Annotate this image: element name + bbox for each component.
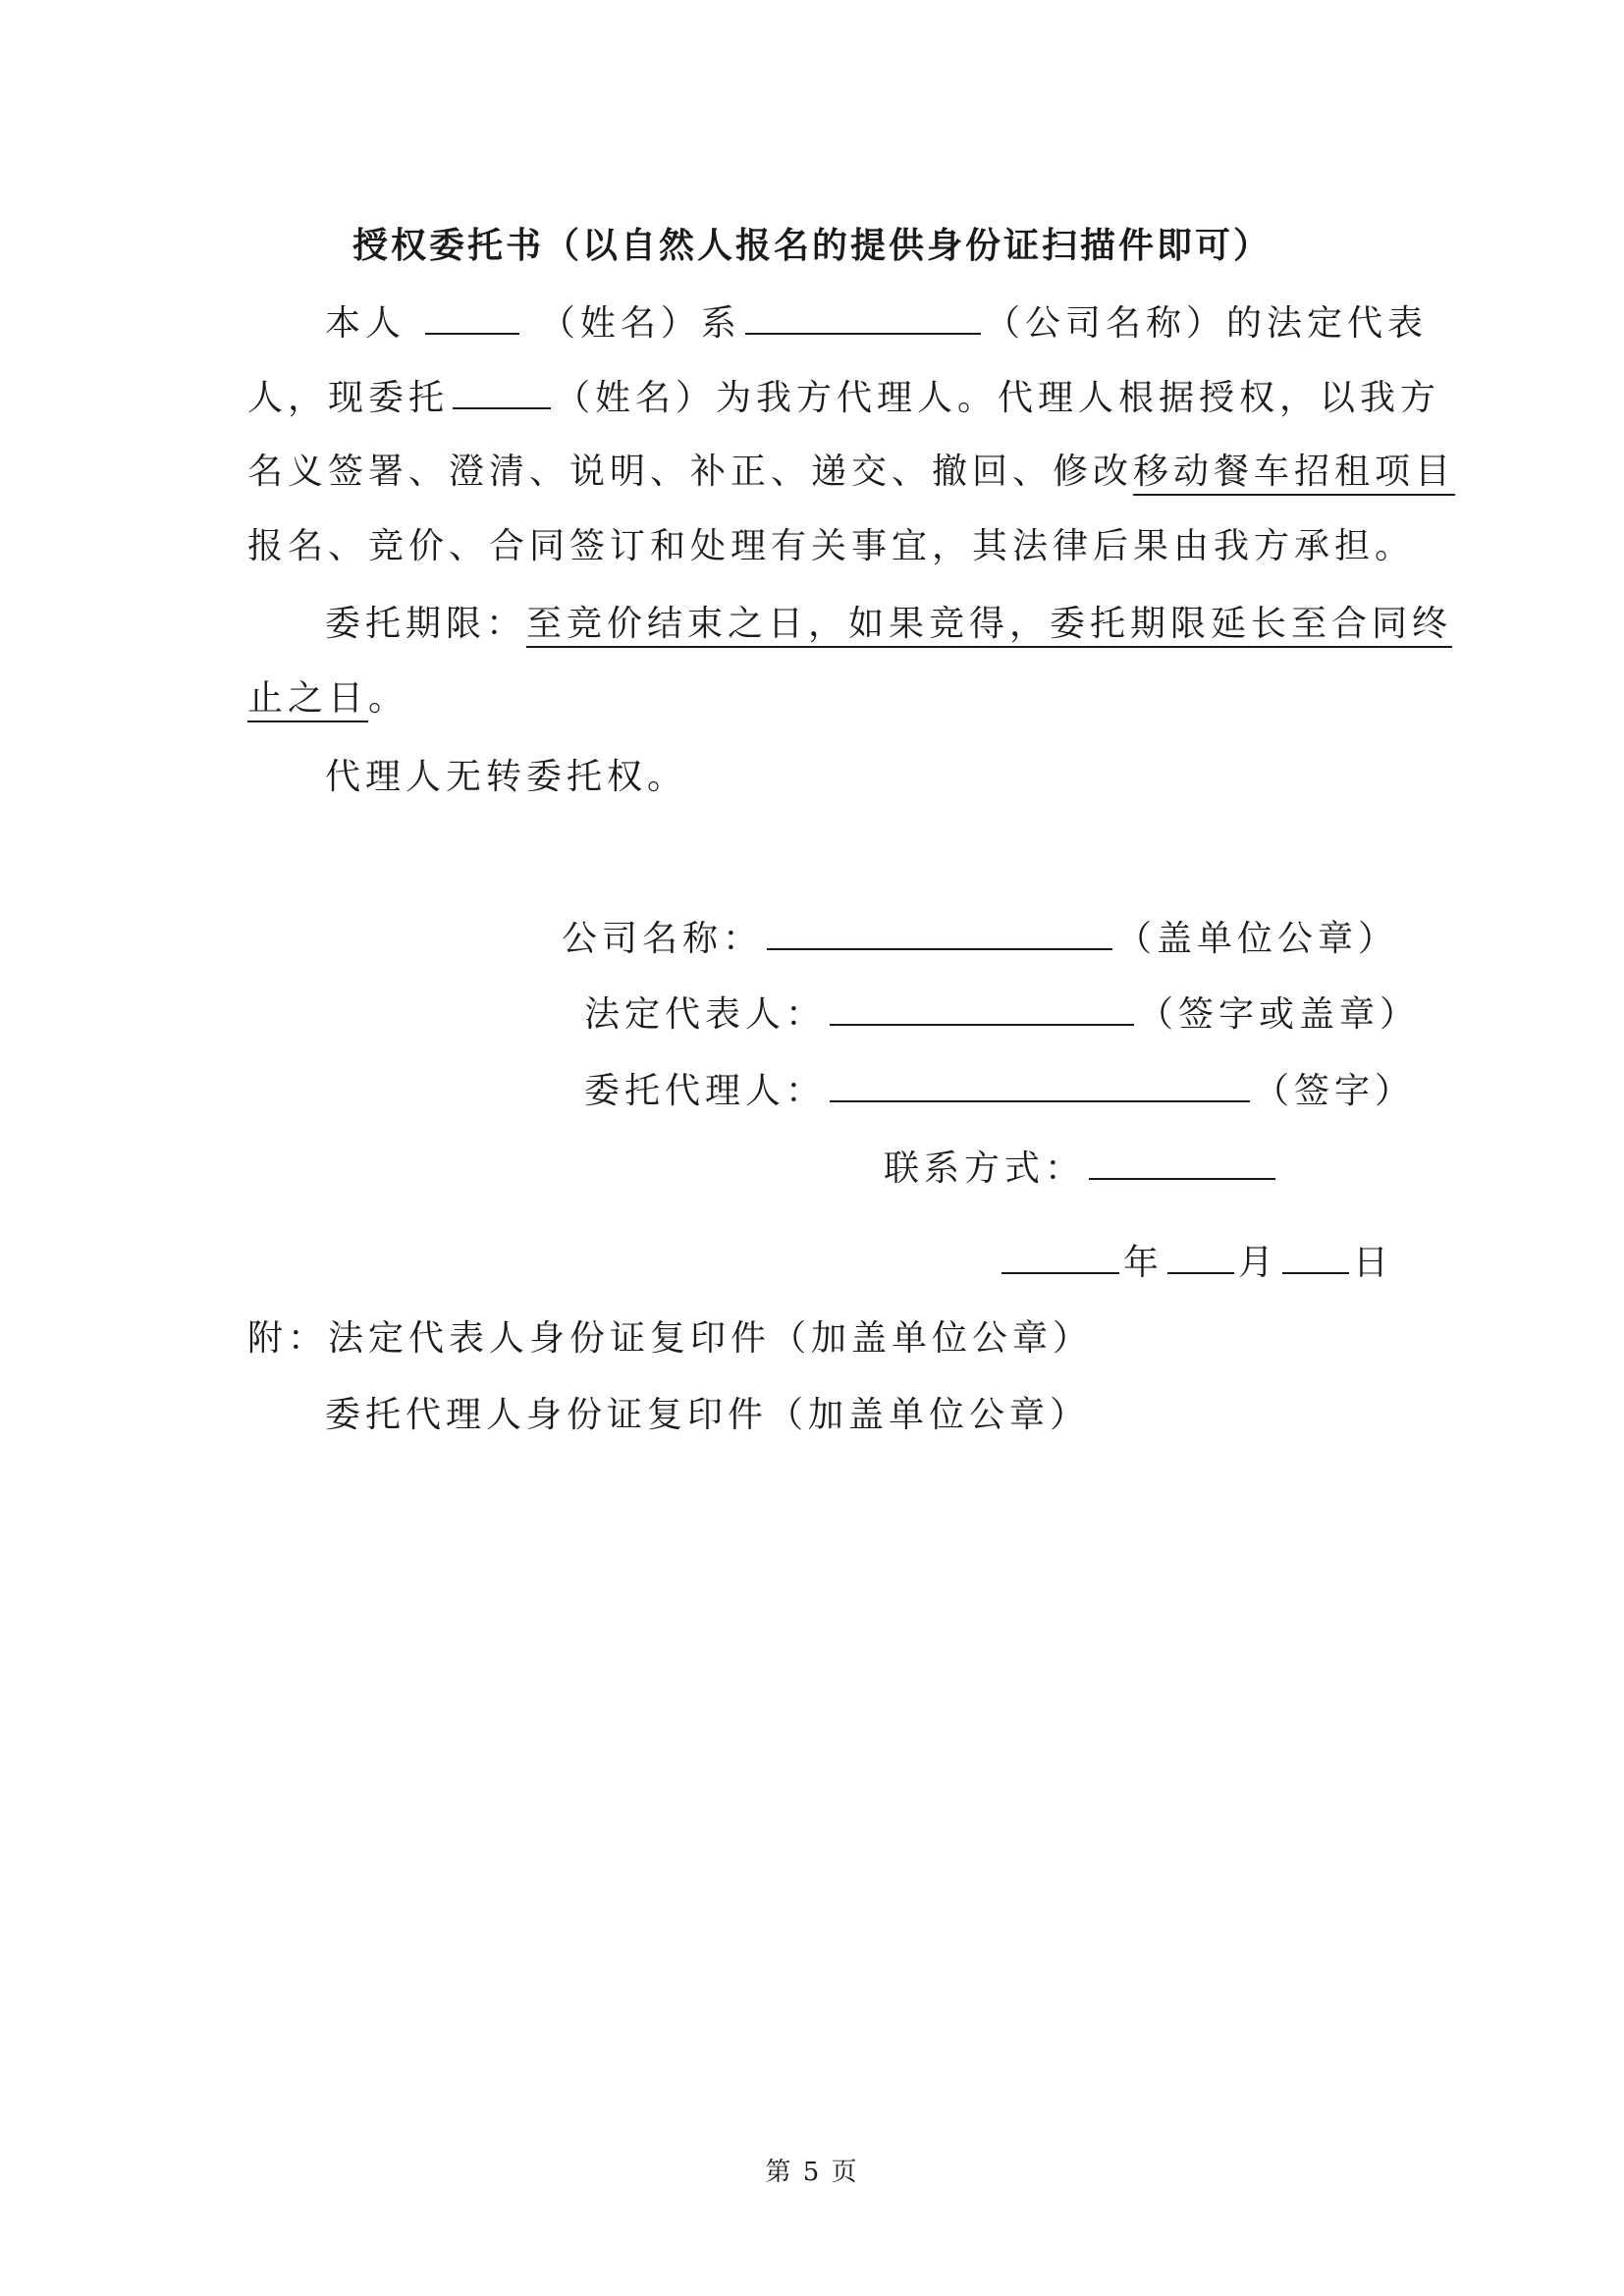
para2-line1 <box>325 601 1464 648</box>
contact-label: 联系方式： <box>884 1148 1086 1189</box>
company-note: （盖单位公章） <box>1116 919 1399 959</box>
attachment-1: 附：法定代表人身份证复印件（加盖单位公章） <box>247 1318 1094 1359</box>
month-label: 月 <box>1238 1243 1279 1283</box>
para1-text-a: 本人 <box>325 303 406 344</box>
agent-label: 委托代理人： <box>584 1071 827 1111</box>
para1-text-f: 名义签署、澄清、说明、补正、递交、撤回、修改 <box>247 452 1134 492</box>
agent-row <box>584 1067 1415 1115</box>
project-name: 移动餐车招租项目 <box>1133 452 1455 496</box>
attachment-2: 委托代理人身份证复印件（加盖单位公章） <box>325 1395 1091 1435</box>
document-title: 授权委托书（以自然人报名的提供身份证扫描件即可） <box>352 226 1272 266</box>
para2-line2 <box>247 675 1386 722</box>
legal-rep-blank[interactable] <box>830 990 1134 1026</box>
year-label: 年 <box>1123 1243 1164 1283</box>
company-name-blank[interactable] <box>745 299 981 335</box>
date-row <box>1001 1239 1393 1287</box>
para1-line1 <box>325 299 1464 347</box>
para1-text-c: （公司名称）的法定代表 <box>984 303 1428 344</box>
month-blank[interactable] <box>1167 1239 1234 1274</box>
para1-line4: 报名、竞价、合同签订和处理有关事宜，其法律后果由我方承担。 <box>247 526 1416 566</box>
para1-line3 <box>247 449 1456 496</box>
name-blank[interactable] <box>425 299 519 335</box>
legal-label: 法定代表人： <box>584 994 827 1035</box>
legal-rep-row <box>584 990 1420 1039</box>
agent-name-blank[interactable] <box>453 374 551 409</box>
agent-note: （签字） <box>1254 1071 1416 1111</box>
agent-signature-blank[interactable] <box>830 1067 1250 1102</box>
para3: 代理人无转委托权。 <box>325 757 688 797</box>
term-label: 委托期限： <box>325 604 527 644</box>
company-signature-blank[interactable] <box>767 915 1112 950</box>
term-text-1: 至竞价结束之日，如果竞得，委托期限延长至合同终 <box>526 604 1452 648</box>
day-label: 日 <box>1353 1243 1394 1283</box>
contact-row <box>884 1145 1279 1193</box>
page-number: 第 5 页 <box>765 2158 859 2187</box>
para1-line2 <box>247 374 1441 422</box>
company-label: 公司名称： <box>562 919 764 959</box>
para1-text-d: 人，现委托 <box>247 378 450 418</box>
para1-text-e: （姓名）为我方代理人。代理人根据授权，以我方 <box>555 378 1441 418</box>
para1-text-b: （姓名）系 <box>539 303 741 344</box>
legal-note: （签字或盖章） <box>1138 994 1421 1035</box>
year-blank[interactable] <box>1001 1239 1119 1274</box>
company-signature-row <box>562 915 1398 963</box>
term-text-2: 止之日 <box>247 678 368 722</box>
contact-blank[interactable] <box>1089 1145 1275 1180</box>
day-blank[interactable] <box>1282 1239 1349 1274</box>
term-end: 。 <box>368 678 409 719</box>
